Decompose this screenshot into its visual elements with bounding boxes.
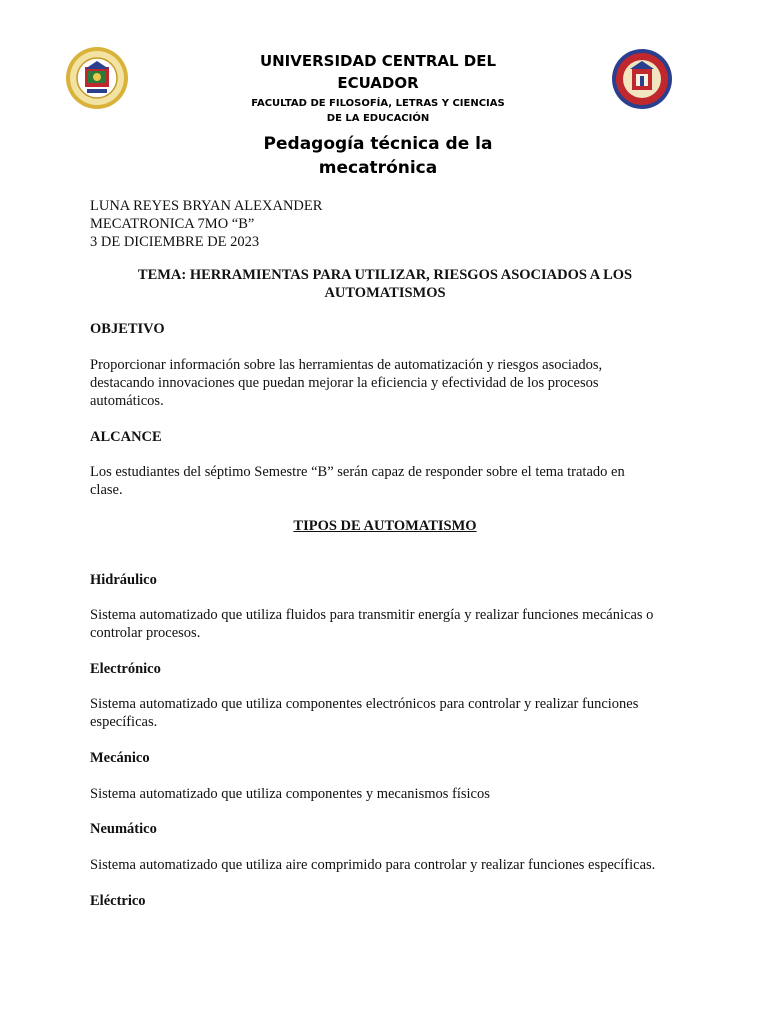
alcance-heading: ALCANCE [90,429,162,445]
alcance-text-line1: Los estudiantes del séptimo Semestre “B” serán capaz de responder sobre el tema tratado en [90,464,625,480]
course-title-line2: mecatrónica [318,158,438,178]
neumatico-text: Sistema automatizado que utiliza aire comprimido para controlar y realizar funciones específicas. [90,857,656,873]
university-name-line1: UNIVERSIDAD CENTRAL DEL [259,52,497,70]
hidraulico-text-line2: controlar procesos. [90,625,201,641]
university-seal-icon [65,45,129,111]
electronico-text-line2: específicas. [90,714,158,730]
university-name-line2: ECUADOR [337,74,419,92]
objetivo-text-line1: Proporcionar información sobre las herramientas de automatización y riesgos asociados, [90,357,603,373]
objetivo-heading: OBJETIVO [90,321,165,337]
course-title [200,132,556,180]
electronico-text [90,695,690,731]
document-topic [90,266,680,302]
faculty-seal-icon [611,48,673,110]
document-date: 3 DE DICIEMBRE DE 2023 [90,234,260,250]
alcance-text-line2: clase. [90,482,123,498]
electronico-heading: Electrónico [90,661,161,677]
mecanico-heading: Mecánico [90,750,150,766]
student-info [90,197,690,251]
faculty-name [200,96,556,126]
hidraulico-text [90,606,690,642]
document-topic-line1: TEMA: HERRAMIENTAS PARA UTILIZAR, RIESGOS ASOCIADOS A LOS [137,267,633,283]
course-title-line1: Pedagogía técnica de la [263,134,493,154]
faculty-name-line1: FACULTAD DE FILOSOFÍA, LETRAS Y CIENCIAS [251,98,505,109]
student-group: MECATRONICA 7MO “B” [90,216,255,232]
electrico-heading: Eléctrico [90,893,146,909]
hidraulico-text-line1: Sistema automatizado que utiliza fluidos para transmitir energía y realizar funciones mecánicas o [90,607,654,623]
student-name: LUNA REYES BRYAN ALEXANDER [90,198,323,214]
faculty-name-line2: DE LA EDUCACIÓN [326,113,430,124]
hidraulico-heading: Hidráulico [90,572,157,588]
objetivo-text [90,356,680,410]
tipos-heading: TIPOS DE AUTOMATISMO [293,518,477,534]
mecanico-text: Sistema automatizado que utiliza componentes y mecanismos físicos [90,786,490,802]
university-name [200,50,556,94]
alcance-text [90,463,680,499]
objetivo-text-line2: destacando innovaciones que puedan mejorar la eficiencia y efectividad de los procesos [90,375,599,391]
electronico-text-line1: Sistema automatizado que utiliza componentes electrónicos para controlar y realizar funciones [90,696,639,712]
objetivo-text-line3: automáticos. [90,393,164,409]
neumatico-heading: Neumático [90,821,157,837]
document-topic-line2: AUTOMATISMOS [324,285,446,301]
